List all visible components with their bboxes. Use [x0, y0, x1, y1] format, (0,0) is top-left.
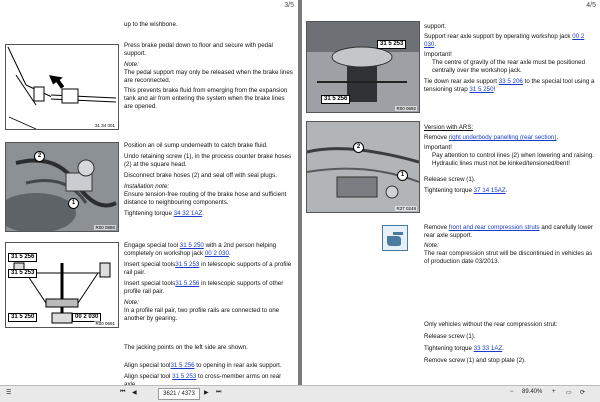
- version-heading: Version with ARS:: [424, 124, 474, 131]
- figure-code: R37 0248: [396, 206, 416, 211]
- callout-1: 1: [68, 198, 79, 209]
- step-text: Align special tool: [124, 373, 171, 380]
- jack-link[interactable]: 00 2 030: [204, 250, 229, 257]
- step-text: Release screw (1).: [424, 176, 476, 183]
- step-text: Insert special tools: [124, 261, 176, 268]
- tool-label: 31 5 256: [321, 95, 350, 104]
- tool-label: 31 5 256: [8, 253, 37, 262]
- figure-rear-axle-support: [306, 21, 420, 113]
- note-text: In a profile rail pair, two profile rails are connected to one another by gearing.: [124, 307, 280, 322]
- step-text: in telescopic supports of other profile rail pair.: [124, 280, 284, 295]
- step-text: with a 2nd person helping completely on workshop jack: [124, 242, 277, 257]
- tool-label: 31 5 253: [377, 40, 406, 49]
- step-text: to cross-member arms on rear axle: [124, 373, 282, 385]
- torque-label: Tightening torque: [124, 210, 172, 217]
- torque-link[interactable]: 37 14 15AZ: [473, 187, 506, 194]
- tool-link[interactable]: 33 5 206: [498, 78, 523, 85]
- rear-axle-text: [424, 23, 596, 94]
- page-number-field[interactable]: 3621 / 4373: [158, 388, 200, 400]
- step-text: Align special tool: [124, 362, 171, 369]
- installation-note-label: Installation note:: [124, 183, 170, 190]
- figure-ars-control-lines: [306, 121, 420, 213]
- step-text: Undo retaining screw (1), in the process counter brake hoses (2) at the square head.: [124, 153, 292, 168]
- figure-special-tool: [5, 242, 119, 328]
- hand-pointer-icon: [382, 225, 408, 251]
- tool-link[interactable]: 31 5 250: [179, 242, 204, 249]
- tool-link[interactable]: 31 5 256: [175, 280, 200, 287]
- document-page-right: [302, 0, 600, 385]
- tool-link[interactable]: 31 5 253: [172, 373, 197, 380]
- step-text: to the special tool using a tensioning strap: [424, 78, 595, 93]
- special-tool-text: [124, 242, 294, 323]
- step-text: Insert special tools: [124, 280, 176, 287]
- compression-strut-text: [424, 224, 596, 266]
- punctuation: !: [493, 86, 496, 93]
- punctuation: .: [228, 250, 231, 257]
- note-label: Note:: [424, 242, 439, 249]
- step-text: support.: [424, 23, 447, 30]
- torque-link[interactable]: 34 32 1AZ: [173, 210, 203, 217]
- last-page-icon[interactable]: ⏭: [216, 389, 222, 395]
- torque-link[interactable]: 33 33 1AZ: [473, 345, 503, 352]
- tool-label: 31 5 253: [8, 269, 37, 278]
- brake-hoses-text: [124, 142, 294, 218]
- step-text: Disconnect brake hoses (2) and seal off with seal plugs.: [124, 172, 277, 179]
- page-number: 4/5: [586, 2, 596, 9]
- page-number: 3/5: [284, 2, 294, 9]
- fit-page-icon[interactable]: ▭: [566, 390, 572, 396]
- tool-label: 31 5 250: [8, 313, 37, 322]
- brake-hose-photo: [6, 143, 118, 231]
- punctuation: .: [556, 134, 559, 141]
- figure-code: R00 0886: [95, 225, 115, 230]
- ars-text: [424, 124, 596, 195]
- figure-brake-pedal: [5, 44, 119, 130]
- step-text: to opening in rear axle support.: [196, 362, 282, 369]
- step-text: Remove: [424, 134, 448, 141]
- step-text: in telescopic supports of a profile rail pair.: [124, 261, 292, 276]
- figure-code: R00 0691: [95, 321, 115, 326]
- note-label: Note:: [124, 299, 139, 306]
- note-label: Note:: [124, 61, 139, 68]
- next-page-icon[interactable]: ▶: [204, 390, 209, 396]
- step-text: Tie down rear axle support: [424, 78, 498, 85]
- tool-link[interactable]: 31 5 250: [469, 86, 494, 93]
- tool-link[interactable]: 31 5 253: [175, 261, 200, 268]
- rotate-icon[interactable]: ⟳: [580, 390, 586, 396]
- important-text: Pay attention to control lines (2) when lowering and raising. Hydraulic lines must not be kinked/tensioned/bent!: [432, 152, 594, 167]
- note-text: The pedal support may only be released when the brake lines are reconnected.: [124, 69, 293, 84]
- important-text: The centre of gravity of the rear axle must be positioned centrally over the workshop jack.: [432, 59, 586, 74]
- compression-strut-link[interactable]: front and rear compression struts: [448, 224, 540, 231]
- jacking-text: [124, 344, 294, 385]
- important-label: Important!: [424, 144, 452, 151]
- punctuation: .: [505, 187, 508, 194]
- torque-label: Tightening torque: [424, 345, 472, 352]
- first-page-icon[interactable]: ⏮: [120, 389, 126, 395]
- brake-pedal-illustration: [6, 45, 118, 129]
- callout-1: 1: [397, 170, 408, 181]
- zoom-out-icon[interactable]: −: [510, 389, 514, 395]
- ars-photo: [307, 122, 419, 212]
- step-text: Position an oil sump underneath to catch brake fluid.: [124, 142, 268, 149]
- jack-link[interactable]: 00 2 030: [424, 33, 585, 48]
- step-text: Only vehicles without the rear compression strut:: [424, 321, 558, 328]
- step-text: Press brake pedal down to floor and secure with pedal support.: [124, 42, 273, 57]
- panelling-link[interactable]: right underbody panelling (rear section): [448, 134, 557, 141]
- tool-label: 00 2 030: [72, 313, 101, 322]
- step-text: Engage special tool: [124, 242, 179, 249]
- intro-text: up to the wishbone.: [124, 21, 178, 28]
- step-text: and carefully lower rear axle support.: [424, 224, 593, 239]
- note-text: This prevents brake fluid from emerging from the expansion tank and air from entering the system when the brake lines are opened.: [124, 87, 288, 110]
- menu-icon[interactable]: ☰: [6, 390, 12, 396]
- punctuation: .: [202, 210, 204, 217]
- zoom-level[interactable]: 89.40%: [522, 389, 543, 395]
- installation-note-text: Ensure tension-free routing of the brake hose and sufficient distance to neighbouring components.: [124, 191, 287, 206]
- step-text: Remove: [424, 224, 448, 231]
- step-text: Remove screw (1) and stop plate (2).: [424, 357, 526, 364]
- figure-code: R00 0692: [396, 106, 416, 111]
- punctuation: .: [434, 41, 437, 48]
- step-text: Release screw (1).: [424, 333, 476, 340]
- important-label: Important!: [424, 51, 452, 58]
- no-strut-text: [424, 321, 596, 365]
- document-page-left: [0, 0, 298, 385]
- figure-code: 31 34 001: [94, 123, 115, 128]
- previous-page-icon[interactable]: ◀: [132, 390, 137, 396]
- step-text: Support rear axle support by operating workshop jack: [424, 33, 571, 40]
- brake-pedal-text: [124, 42, 294, 111]
- tool-link[interactable]: 31 5 256: [170, 362, 195, 369]
- figure-brake-hoses: [5, 142, 119, 232]
- note-text: The rear compression strut will be discontinued in vehicles as of production date 03/2013.: [424, 250, 593, 265]
- torque-label: Tightening torque: [424, 187, 472, 194]
- zoom-in-icon[interactable]: +: [552, 389, 556, 395]
- viewer-toolbar: [0, 385, 600, 402]
- punctuation: .: [502, 345, 504, 352]
- step-text: The jacking points on the left side are shown.: [124, 344, 248, 351]
- callout-2: 2: [353, 142, 364, 153]
- callout-2: 2: [34, 151, 45, 162]
